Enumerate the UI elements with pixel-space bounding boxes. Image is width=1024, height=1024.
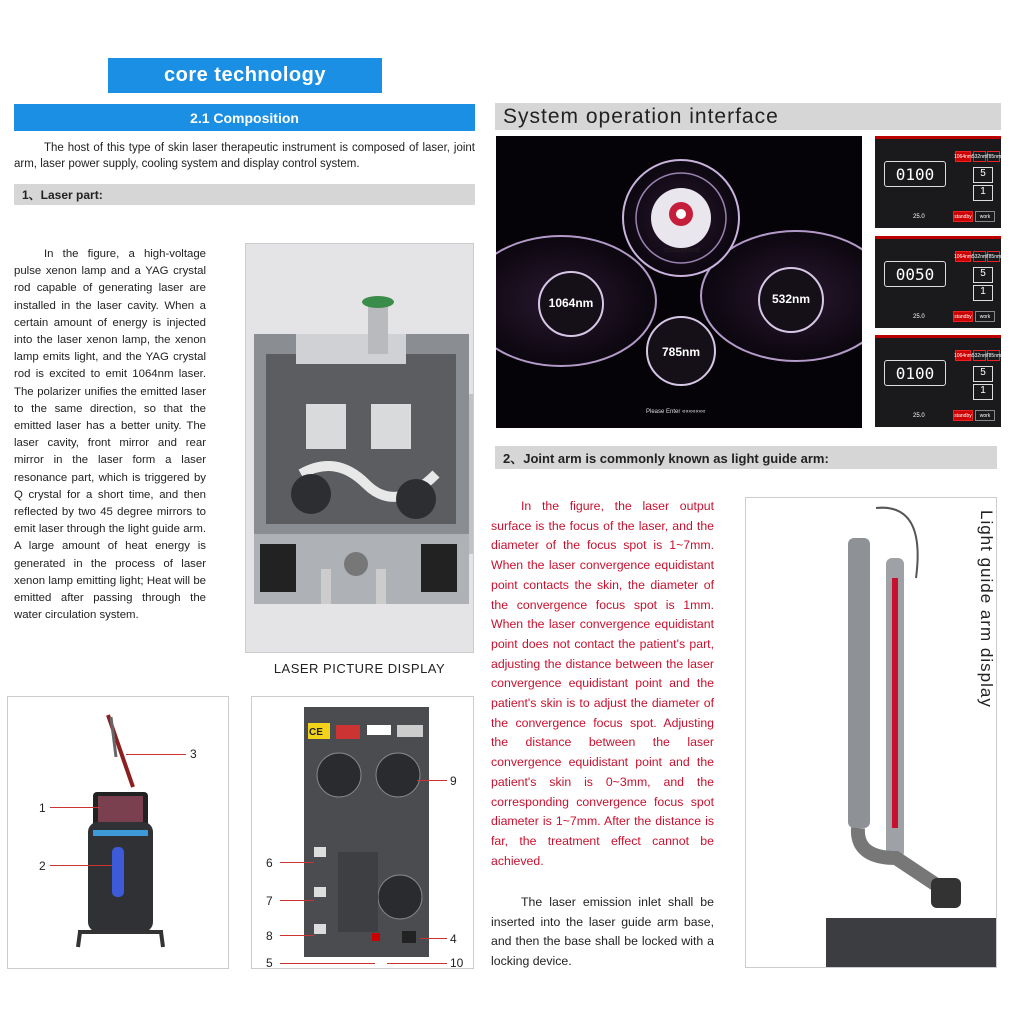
callout-line-10 (387, 963, 447, 964)
callout-label-5: 5 (266, 956, 273, 969)
light-guide-arm-photo (745, 497, 997, 968)
callout-label-8: 8 (266, 929, 273, 943)
callout-line-9 (417, 780, 447, 781)
laser-cavity-photo (245, 243, 474, 653)
device-back-illustration (252, 697, 474, 969)
param-knob-1[interactable]: 5 (973, 167, 993, 183)
control-screen-thumb-1 (875, 136, 1001, 228)
temperature-readout: 25.0 (913, 314, 925, 320)
param-knob-2[interactable]: 1 (973, 185, 993, 201)
tab-1064[interactable]: 1064nm (955, 151, 971, 162)
tab-785[interactable]: 785nm (987, 350, 1000, 361)
joint-arm-heading: 2、Joint arm is commonly known as light guide arm: (495, 446, 997, 469)
wavelength-532-button[interactable]: 532nm (771, 292, 811, 306)
energy-readout: 0100 (884, 161, 946, 187)
light-guide-arm-illustration (746, 498, 997, 968)
main-screen-graphic (496, 136, 862, 428)
standby-button[interactable]: standby (953, 211, 973, 222)
laser-cavity-illustration (246, 244, 474, 653)
picosecond-logo-text: picosecond (664, 247, 700, 254)
temperature-readout: 25.0 (913, 214, 925, 220)
control-screen-thumb-2 (875, 236, 1001, 328)
main-operation-screen (496, 136, 862, 428)
intro-paragraph: The host of this type of skin laser therapeutic instrument is composed of laser, joint arm, laser power supply, cooling system and display control system. (14, 142, 475, 170)
light-guide-arm-caption: Light guide arm display (977, 510, 996, 708)
laser-part-heading: 1、Laser part: (14, 184, 475, 205)
please-enter-text[interactable]: Please Enter ««««««« (646, 409, 706, 415)
laser-part-text: In the figure, a high-voltage pulse xenon lamp and a YAG crystal rod capable of generating laser are installed in the laser cavity. When a certain amount of energy is injected into the laser xenon lamp, the xenon lamp emits light, and the YAG crystal rod is excited to emit 1064nm laser. The polarizer unifies the emitted laser to the same direction, so that the emitted laser has a better unity. The laser cavity, front mirror and rear mirror in the laser form a laser resonance part, which is triggered by Q crystal for a short time, and then reflected by two 45 degree mirrors to emit laser through the light guide arm. A large amount of heat energy is generated in the process of laser xenon lamp emitting light; Heat will be emitted after passing through the water circulation system. (14, 248, 206, 622)
enter-label: Please Enter (646, 409, 681, 415)
callout-label-6: 6 (266, 856, 273, 870)
device-back-photo (251, 696, 474, 969)
wavelength-1064-button[interactable]: 1064nm (548, 296, 594, 310)
tab-532[interactable]: 532nm (973, 251, 986, 262)
tab-1064[interactable]: 1064nm (955, 251, 971, 262)
callout-line-5 (280, 963, 375, 964)
device-front-illustration (8, 697, 229, 969)
tab-1064[interactable]: 1064nm (955, 350, 971, 361)
work-button[interactable]: work (975, 410, 995, 421)
temperature-readout: 25.0 (913, 413, 925, 419)
callout-line-7 (280, 900, 314, 901)
callout-line-6 (280, 862, 314, 863)
core-technology-banner: core technology (108, 58, 382, 93)
callout-label-4: 4 (450, 932, 457, 946)
callout-line-2 (50, 865, 112, 866)
callout-label-3: 3 (190, 747, 197, 761)
param-knob-2[interactable]: 1 (973, 384, 993, 400)
standby-button[interactable]: standby (953, 410, 973, 421)
composition-title: 2.1 Composition (14, 104, 475, 131)
wavelength-785-button[interactable]: 785nm (661, 345, 701, 359)
callout-label-1: 1 (39, 801, 46, 815)
callout-label-10: 10 (450, 956, 464, 969)
tab-532[interactable]: 532nm (973, 151, 986, 162)
callout-line-4 (420, 938, 447, 939)
work-button[interactable]: work (975, 211, 995, 222)
ce-mark: CE (309, 727, 323, 738)
joint-arm-description: In the figure, the laser output surface is the focus of the laser, and the diameter of the focus spot is 1~7mm. When the laser convergence equidistant point contacts the skin, the diameter of the convergence focus spot is 1mm. When the laser convergence equidistant point does not contact the patient's part, adjusting the distance between the laser convergence equidistant point and the patient's skin is to adjust the diameter of the convergence focus spot. Adjusting the distance between the laser convergence equidistant point and the patient's skin is 0~3mm, and the corresponding convergence focus spot diameter is 1~7mm. After the distance is far, the treatment effect cannot be achieved. (491, 499, 714, 868)
system-interface-heading: System operation interface (495, 103, 1001, 130)
param-knob-2[interactable]: 1 (973, 285, 993, 301)
callout-label-9: 9 (450, 774, 457, 788)
param-knob-1[interactable]: 5 (973, 366, 993, 382)
device-front-photo (7, 696, 229, 969)
callout-line-3 (126, 754, 186, 755)
tab-785[interactable]: 785nm (987, 151, 1000, 162)
standby-button[interactable]: standby (953, 311, 973, 322)
tab-532[interactable]: 532nm (973, 350, 986, 361)
joint-arm-locking-note: The laser emission inlet shall be inserted into the laser guide arm base, and then the base shall be locked with a locking device. (491, 895, 714, 969)
callout-line-8 (280, 935, 314, 936)
energy-readout: 0100 (884, 360, 946, 386)
param-knob-1[interactable]: 5 (973, 267, 993, 283)
callout-label-2: 2 (39, 859, 46, 873)
callout-label-7: 7 (266, 894, 273, 908)
work-button[interactable]: work (975, 311, 995, 322)
tab-785[interactable]: 785nm (987, 251, 1000, 262)
energy-readout: 0050 (884, 261, 946, 287)
callout-line-1 (50, 807, 100, 808)
laser-picture-caption: LASER PICTURE DISPLAY (273, 661, 446, 676)
control-screen-thumb-3 (875, 335, 1001, 427)
